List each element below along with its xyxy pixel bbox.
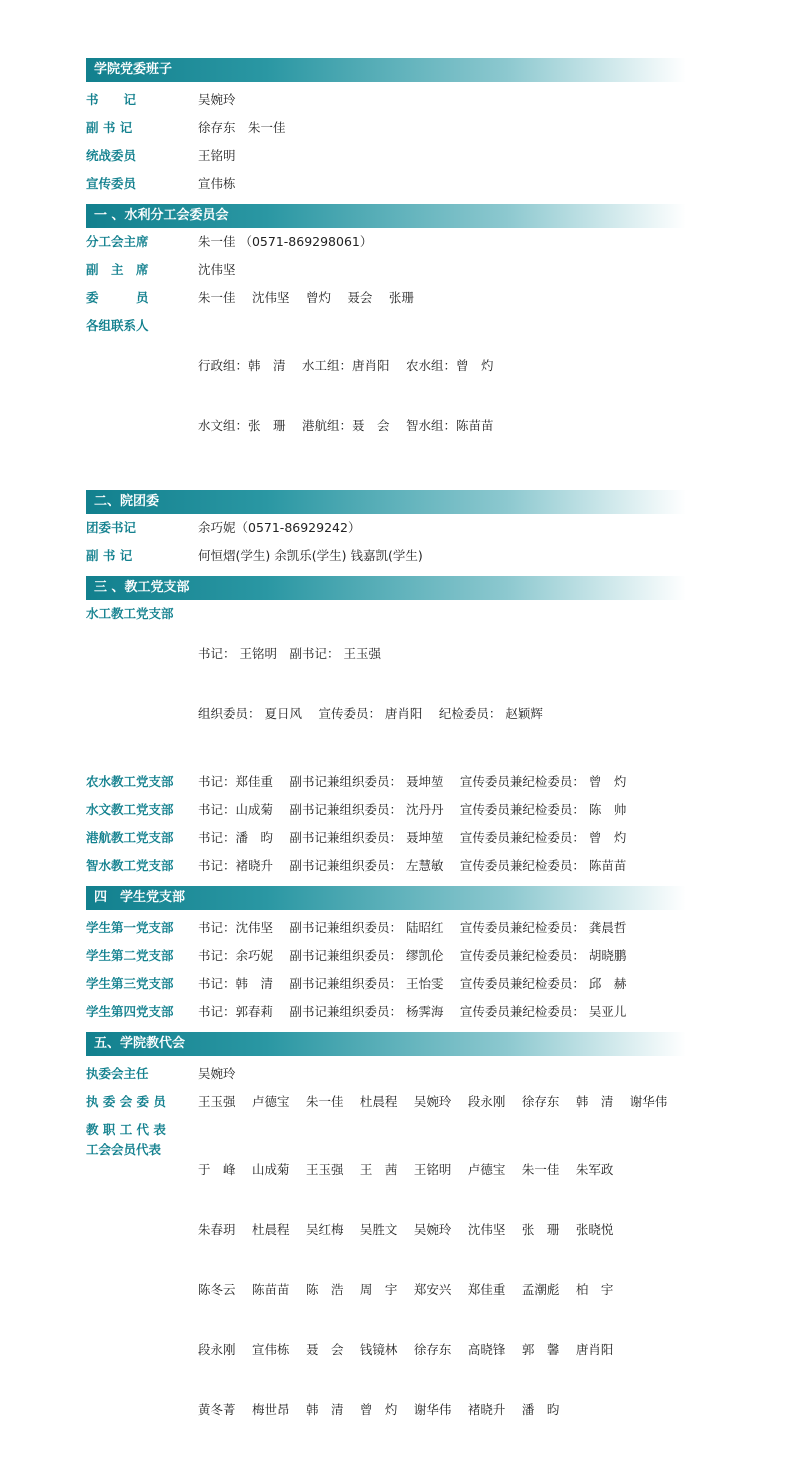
row-label: 水文教工党支部 <box>86 802 174 817</box>
row-label: 学生第一党支部 <box>86 920 174 935</box>
list-item <box>86 174 686 194</box>
row-value: 段永刚 宣伟栋 聂 会 钱镜林 徐存东 高晓锋 郭 馨 唐肖阳 <box>198 1342 614 1357</box>
list-item <box>86 1064 686 1084</box>
row-value: 王玉强 卢德宝 朱一佳 杜晨程 吴婉玲 段永刚 徐存东 韩 清 谢华伟 <box>198 1094 668 1109</box>
row-label: 副 主 席 <box>86 262 149 277</box>
row-label: 副 书 记 <box>86 120 133 135</box>
row-value-group <box>198 316 686 476</box>
row-value: 朱一佳 沈伟坚 曾灼 聂会 张珊 <box>198 290 414 305</box>
row-value: 沈伟坚 <box>198 262 236 277</box>
row-value: 书记：潘 昀 副书记兼组织委员： 聂坤堃 宣传委员兼纪检委员： 曾 灼 <box>198 830 627 845</box>
row-value: 书记：沈伟坚 副书记兼组织委员： 陆昭红 宣传委员兼纪检委员： 龚晨哲 <box>198 920 627 935</box>
list-item <box>86 260 686 280</box>
row-label: 智水教工党支部 <box>86 858 174 873</box>
list-item <box>86 604 686 764</box>
row-value: 余巧妮（0571-86929242） <box>198 520 361 535</box>
row-label: 执委会主任 <box>86 1066 149 1081</box>
list-item <box>86 1092 686 1112</box>
row-value: 黄冬菁 梅世昂 韩 清 曾 灼 谢华伟 褚晓升 潘 昀 <box>198 1402 560 1417</box>
row-value: 书记：褚晓升 副书记兼组织委员： 左慧敏 宣传委员兼纪检委员： 陈苗苗 <box>198 858 627 873</box>
list-item <box>86 918 686 938</box>
row-label: 教 职 工 代 表 <box>86 1122 166 1137</box>
row-value: 陈冬云 陈苗苗 陈 浩 周 宇 郑安兴 郑佳重 孟潮彪 柏 宇 <box>198 1282 614 1297</box>
row-label: 工会会员代表 <box>86 1142 162 1157</box>
list-item <box>86 90 686 110</box>
row-value: 书记：郭春莉 副书记兼组织委员： 杨霁海 宣传委员兼纪检委员： 吴亚儿 <box>198 1004 627 1019</box>
row-value: 书记： 王铭明 副书记： 王玉强 <box>198 646 381 661</box>
row-label: 宣传委员 <box>86 176 137 191</box>
section-header: 学院党委班子 <box>86 58 686 82</box>
list-item <box>86 800 686 820</box>
committee-list <box>86 58 686 1460</box>
row-value-group <box>198 1120 686 1460</box>
row-value-group <box>198 604 686 764</box>
list-item <box>86 518 686 538</box>
row-value: 朱一佳 （0571-869298061） <box>198 234 373 249</box>
list-item <box>86 828 686 848</box>
row-value: 何恒熠(学生) 余凯乐(学生) 钱嘉凯(学生) <box>198 548 423 563</box>
section-header: 五、学院教代会 <box>86 1032 686 1056</box>
row-label: 学生第四党支部 <box>86 1004 174 1019</box>
row-value: 朱春玥 杜晨程 吴红梅 吴胜文 吴婉玲 沈伟坚 张 珊 张晓悦 <box>198 1222 614 1237</box>
row-value: 于 峰 山成菊 王玉强 王 茜 王铭明 卢德宝 朱一佳 朱军政 <box>198 1162 614 1177</box>
row-label: 各组联系人 <box>86 318 149 333</box>
row-value: 行政组：韩 清 水工组：唐肖阳 农水组：曾 灼 <box>198 358 494 373</box>
list-item <box>86 772 686 792</box>
list-item <box>86 232 686 252</box>
row-value: 水文组：张 珊 港航组：聂 会 智水组：陈苗苗 <box>198 418 494 433</box>
row-value: 宣伟栋 <box>198 176 236 191</box>
row-label: 学生第二党支部 <box>86 948 174 963</box>
row-label: 农水教工党支部 <box>86 774 174 789</box>
row-label: 分工会主席 <box>86 234 149 249</box>
section-header: 四 学生党支部 <box>86 886 686 910</box>
row-value: 徐存东 朱一佳 <box>198 120 286 135</box>
row-value: 书记：山成菊 副书记兼组织委员： 沈丹丹 宣传委员兼纪检委员： 陈 帅 <box>198 802 627 817</box>
section-header: 二、院团委 <box>86 490 686 514</box>
row-label: 统战委员 <box>86 148 137 163</box>
row-label: 团委书记 <box>86 520 137 535</box>
list-item <box>86 118 686 138</box>
list-item <box>86 288 686 308</box>
row-label: 书 记 <box>86 92 137 107</box>
list-item <box>86 974 686 994</box>
row-label: 学生第三党支部 <box>86 976 174 991</box>
row-value: 书记：余巧妮 副书记兼组织委员： 缪凯伦 宣传委员兼纪检委员： 胡晓鹏 <box>198 948 627 963</box>
row-value: 书记：韩 清 副书记兼组织委员： 王怡雯 宣传委员兼纪检委员： 邱 赫 <box>198 976 627 991</box>
list-item <box>86 1002 686 1022</box>
list-item <box>86 546 686 566</box>
list-item <box>86 856 686 876</box>
row-label-group <box>86 1120 198 1460</box>
row-value: 书记：郑佳重 副书记兼组织委员： 聂坤堃 宣传委员兼纪检委员： 曾 灼 <box>198 774 627 789</box>
row-label: 港航教工党支部 <box>86 830 174 845</box>
section-header: 一 、水利分工会委员会 <box>86 204 686 228</box>
row-value: 吴婉玲 <box>198 92 236 107</box>
section-header: 三 、教工党支部 <box>86 576 686 600</box>
list-item <box>86 946 686 966</box>
list-item <box>86 316 686 476</box>
row-value: 组织委员： 夏日风 宣传委员： 唐肖阳 纪检委员： 赵颖辉 <box>198 706 543 721</box>
row-value: 王铭明 <box>198 148 236 163</box>
row-label: 副 书 记 <box>86 548 133 563</box>
row-label: 委 员 <box>86 290 149 305</box>
row-value: 吴婉玲 <box>198 1066 236 1081</box>
list-item <box>86 1120 686 1460</box>
row-label: 执 委 会 委 员 <box>86 1094 166 1109</box>
list-item <box>86 146 686 166</box>
row-label: 水工教工党支部 <box>86 606 174 621</box>
